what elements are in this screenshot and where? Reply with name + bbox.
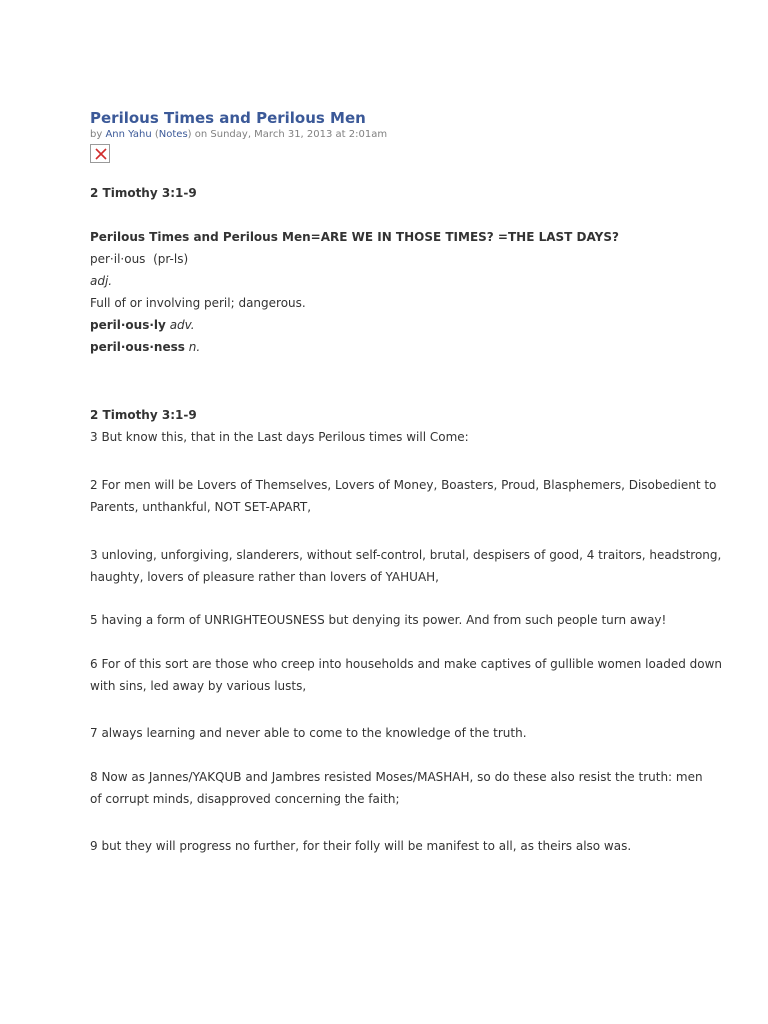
verse-paragraph [90,835,631,857]
scripture-reference-2: 2 Timothy 3:1-9 [90,408,197,422]
note-container [90,108,723,853]
byline-open-paren: ( [154,129,159,140]
verse-line: 6 For of this sort are those who creep into households and make captives of gullible women loaded down [90,657,723,671]
verse-paragraph [90,474,716,518]
verse-line: 7 always learning and never able to come to the knowledge of the truth. [90,726,527,740]
verse-line: haughty, lovers of pleasure rather than lovers of YAHUAH, [90,570,439,584]
byline [90,128,710,141]
section-heading: Perilous Times and Perilous Men=ARE WE IN THOSE TIMES? =THE LAST DAYS? [90,230,619,244]
pronunciation: (pr-ls) [153,252,189,266]
verse-line: 9 but they will progress no further, for their folly will be manifest to all, as theirs also was. [90,839,632,853]
definition-meaning: Full of or involving peril; dangerous. [90,296,306,310]
adverb-form [90,314,306,336]
verse-line: 5 having a form of UNRIGHTEOUSNESS but denying its power. And from such people turn away! [90,613,667,627]
noun-word: peril·ous·ness [90,340,185,354]
notes-link[interactable]: Notes [158,129,188,140]
part-of-speech: adj. [90,274,113,288]
verse-paragraph [90,653,722,697]
definition-block [90,248,306,358]
verse-paragraph [90,544,721,588]
scripture-reference: 2 Timothy 3:1-9 [90,186,197,200]
broken-image-icon [90,144,110,163]
noun-pos: n. [188,340,201,354]
adverb-pos: adv. [169,318,195,332]
verse-paragraph [90,722,527,744]
noun-form [90,336,306,358]
definition-headword [90,248,306,270]
byline-by: by [90,129,103,140]
verse-paragraph [90,766,703,810]
verse-line: 3 But know this, that in the Last days Perilous times will Come: [90,430,469,444]
byline-close-paren: ) [187,129,192,140]
headword: per·il·ous [90,252,146,266]
adverb-word: peril·ous·ly [90,318,166,332]
verse-line: with sins, led away by various lusts, [90,679,307,693]
byline-date: on Sunday, March 31, 2013 at 2:01am [194,129,388,140]
verse-line: 2 For men will be Lovers of Themselves, Lovers of Money, Boasters, Proud, Blasphemers, Disobedient to [90,478,717,492]
author-link[interactable]: Ann Yahu [105,129,152,140]
verse-line: of corrupt minds, disapproved concerning the faith; [90,792,400,806]
verse-line: 3 unloving, unforgiving, slanderers, without self-control, brutal, despisers of good, 4 traitors, headstrong, [90,548,722,562]
verse-line: 8 Now as Jannes/YAKQUB and Jambres resisted Moses/MASHAH, so do these also resist the truth: men [90,770,703,784]
note-title: Perilous Times and Perilous Men [90,109,366,127]
verse-paragraph [90,426,469,448]
verse-line: Parents, unthankful, NOT SET-APART, [90,500,312,514]
verse-paragraph [90,609,666,631]
